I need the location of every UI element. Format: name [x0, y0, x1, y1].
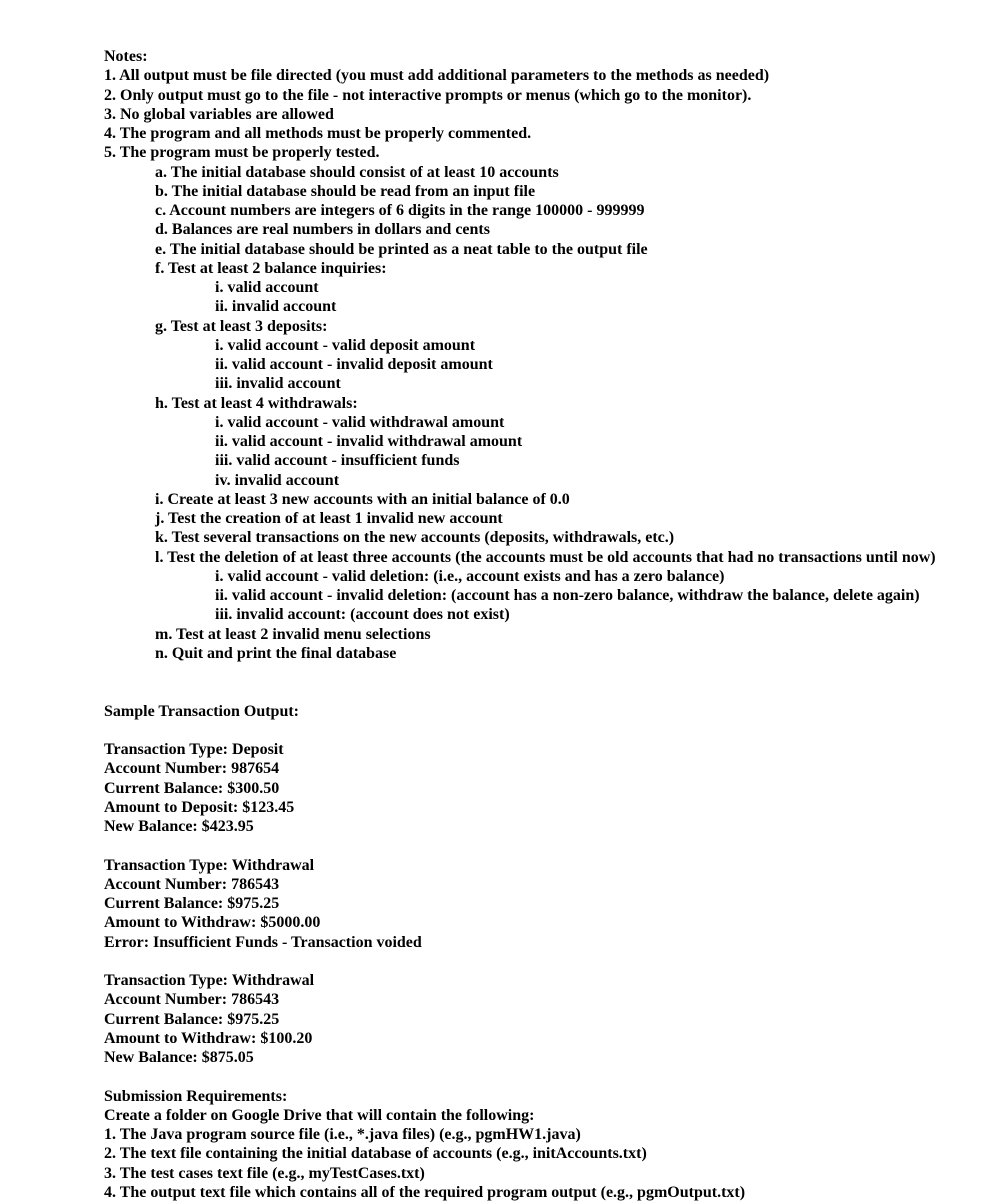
transaction-line: New Balance: $423.95 — [104, 818, 254, 835]
spacer — [104, 721, 974, 740]
spacer — [104, 836, 974, 855]
submission-item: 2. The text file containing the initial database of accounts (e.g., initAccounts.txt) — [104, 1145, 647, 1163]
transaction-line: Current Balance: $300.50 — [104, 779, 280, 797]
test-subitem: ii. invalid account — [215, 298, 337, 316]
submission-item: 4. The output text file which contains all of the required program output (e.g., pgmOutput.txt) — [104, 1183, 746, 1201]
test-item-g: g. Test at least 3 deposits: — [155, 317, 328, 335]
notes-heading: Notes: — [104, 48, 148, 65]
note-item: 3. No global variables are allowed — [104, 105, 334, 123]
test-subitem: i. valid account - valid deposit amount — [215, 336, 476, 354]
test-subitem: i. valid account - valid withdrawal amount — [215, 413, 505, 431]
transaction-line: Current Balance: $975.25 — [104, 895, 280, 912]
note-item: 2. Only output must go to the file - not interactive prompts or menus (which go to the monitor). — [104, 86, 752, 104]
transaction-line: Account Number: 786543 — [104, 875, 280, 893]
spacer — [104, 663, 974, 702]
submission-heading: Submission Requirements: — [104, 1087, 288, 1105]
transaction-line: Transaction Type: Withdrawal — [104, 856, 315, 874]
transaction-block — [104, 740, 974, 836]
transaction-line: Amount to Withdraw: $5000.00 — [104, 914, 321, 932]
test-item-n: n. Quit and print the final database — [155, 644, 397, 662]
test-subitem: iii. valid account - insufficient funds — [215, 452, 460, 470]
transaction-line: New Balance: $875.05 — [104, 1049, 254, 1066]
transaction-block — [104, 971, 974, 1067]
test-subitem: ii. valid account - invalid withdrawal amount — [215, 433, 523, 450]
transaction-line: Amount to Withdraw: $100.20 — [104, 1029, 313, 1047]
test-item-a: a. The initial database should consist of at least 10 accounts — [155, 163, 559, 181]
spacer — [104, 1067, 974, 1086]
sample-heading: Sample Transaction Output: — [104, 702, 299, 720]
sample-output-section — [104, 702, 974, 1068]
test-item-c: c. Account numbers are integers of 6 digits in the range 100000 - 999999 — [155, 202, 645, 219]
test-item-h: h. Test at least 4 withdrawals: — [155, 394, 358, 412]
test-subitem: iii. invalid account — [215, 375, 341, 393]
note-item: 4. The program and all methods must be properly commented. — [104, 125, 532, 142]
test-subitem: ii. valid account - invalid deletion: (account has a non-zero balance, withdraw the balance, delete again) — [215, 587, 920, 604]
test-item-m: m. Test at least 2 invalid menu selections — [155, 625, 431, 643]
transaction-line: Account Number: 786543 — [104, 991, 280, 1009]
note-item: 5. The program must be properly tested. — [104, 144, 380, 162]
test-subitem: i. valid account — [215, 279, 319, 296]
transaction-line: Transaction Type: Withdrawal — [104, 972, 315, 989]
test-subitem: i. valid account - valid deletion: (i.e., account exists and has a zero balance) — [215, 567, 725, 585]
spacer — [104, 952, 974, 971]
transaction-block — [104, 856, 974, 952]
test-subitem: iii. invalid account: (account does not exist) — [215, 606, 510, 624]
submission-section — [104, 1087, 974, 1203]
test-item-d: d. Balances are real numbers in dollars and cents — [155, 221, 490, 239]
transaction-line: Amount to Deposit: $123.45 — [104, 798, 295, 816]
test-item-b: b. The initial database should be read from an input file — [155, 182, 536, 200]
transaction-line: Account Number: 987654 — [104, 760, 280, 778]
transaction-line: Transaction Type: Deposit — [104, 741, 284, 758]
test-item-f: f. Test at least 2 balance inquiries: — [155, 259, 387, 277]
submission-item: 3. The test cases text file (e.g., myTestCases.txt) — [104, 1164, 425, 1182]
test-item-k: k. Test several transactions on the new accounts (deposits, withdrawals, etc.) — [155, 529, 675, 547]
test-item-i: i. Create at least 3 new accounts with an initial balance of 0.0 — [155, 490, 570, 508]
transaction-line: Current Balance: $975.25 — [104, 1010, 280, 1028]
submission-item: 1. The Java program source file (i.e., *.java files) (e.g., pgmHW1.java) — [104, 1126, 581, 1143]
test-subitem: iv. invalid account — [215, 471, 340, 489]
test-subitem: ii. valid account - invalid deposit amount — [215, 356, 493, 373]
submission-intro: Create a folder on Google Drive that will contain the following: — [104, 1106, 535, 1124]
test-item-j: j. Test the creation of at least 1 invalid new account — [155, 510, 503, 527]
notes-section — [104, 47, 974, 663]
note-item: 1. All output must be file directed (you must add additional parameters to the methods as needed) — [104, 67, 770, 85]
document-body — [104, 47, 974, 1202]
transaction-line: Error: Insufficient Funds - Transaction voided — [104, 933, 422, 951]
test-item-e: e. The initial database should be printed as a neat table to the output file — [155, 240, 648, 258]
test-item-l: l. Test the deletion of at least three accounts (the accounts must be old accounts that had no transactions until now) — [155, 548, 936, 566]
